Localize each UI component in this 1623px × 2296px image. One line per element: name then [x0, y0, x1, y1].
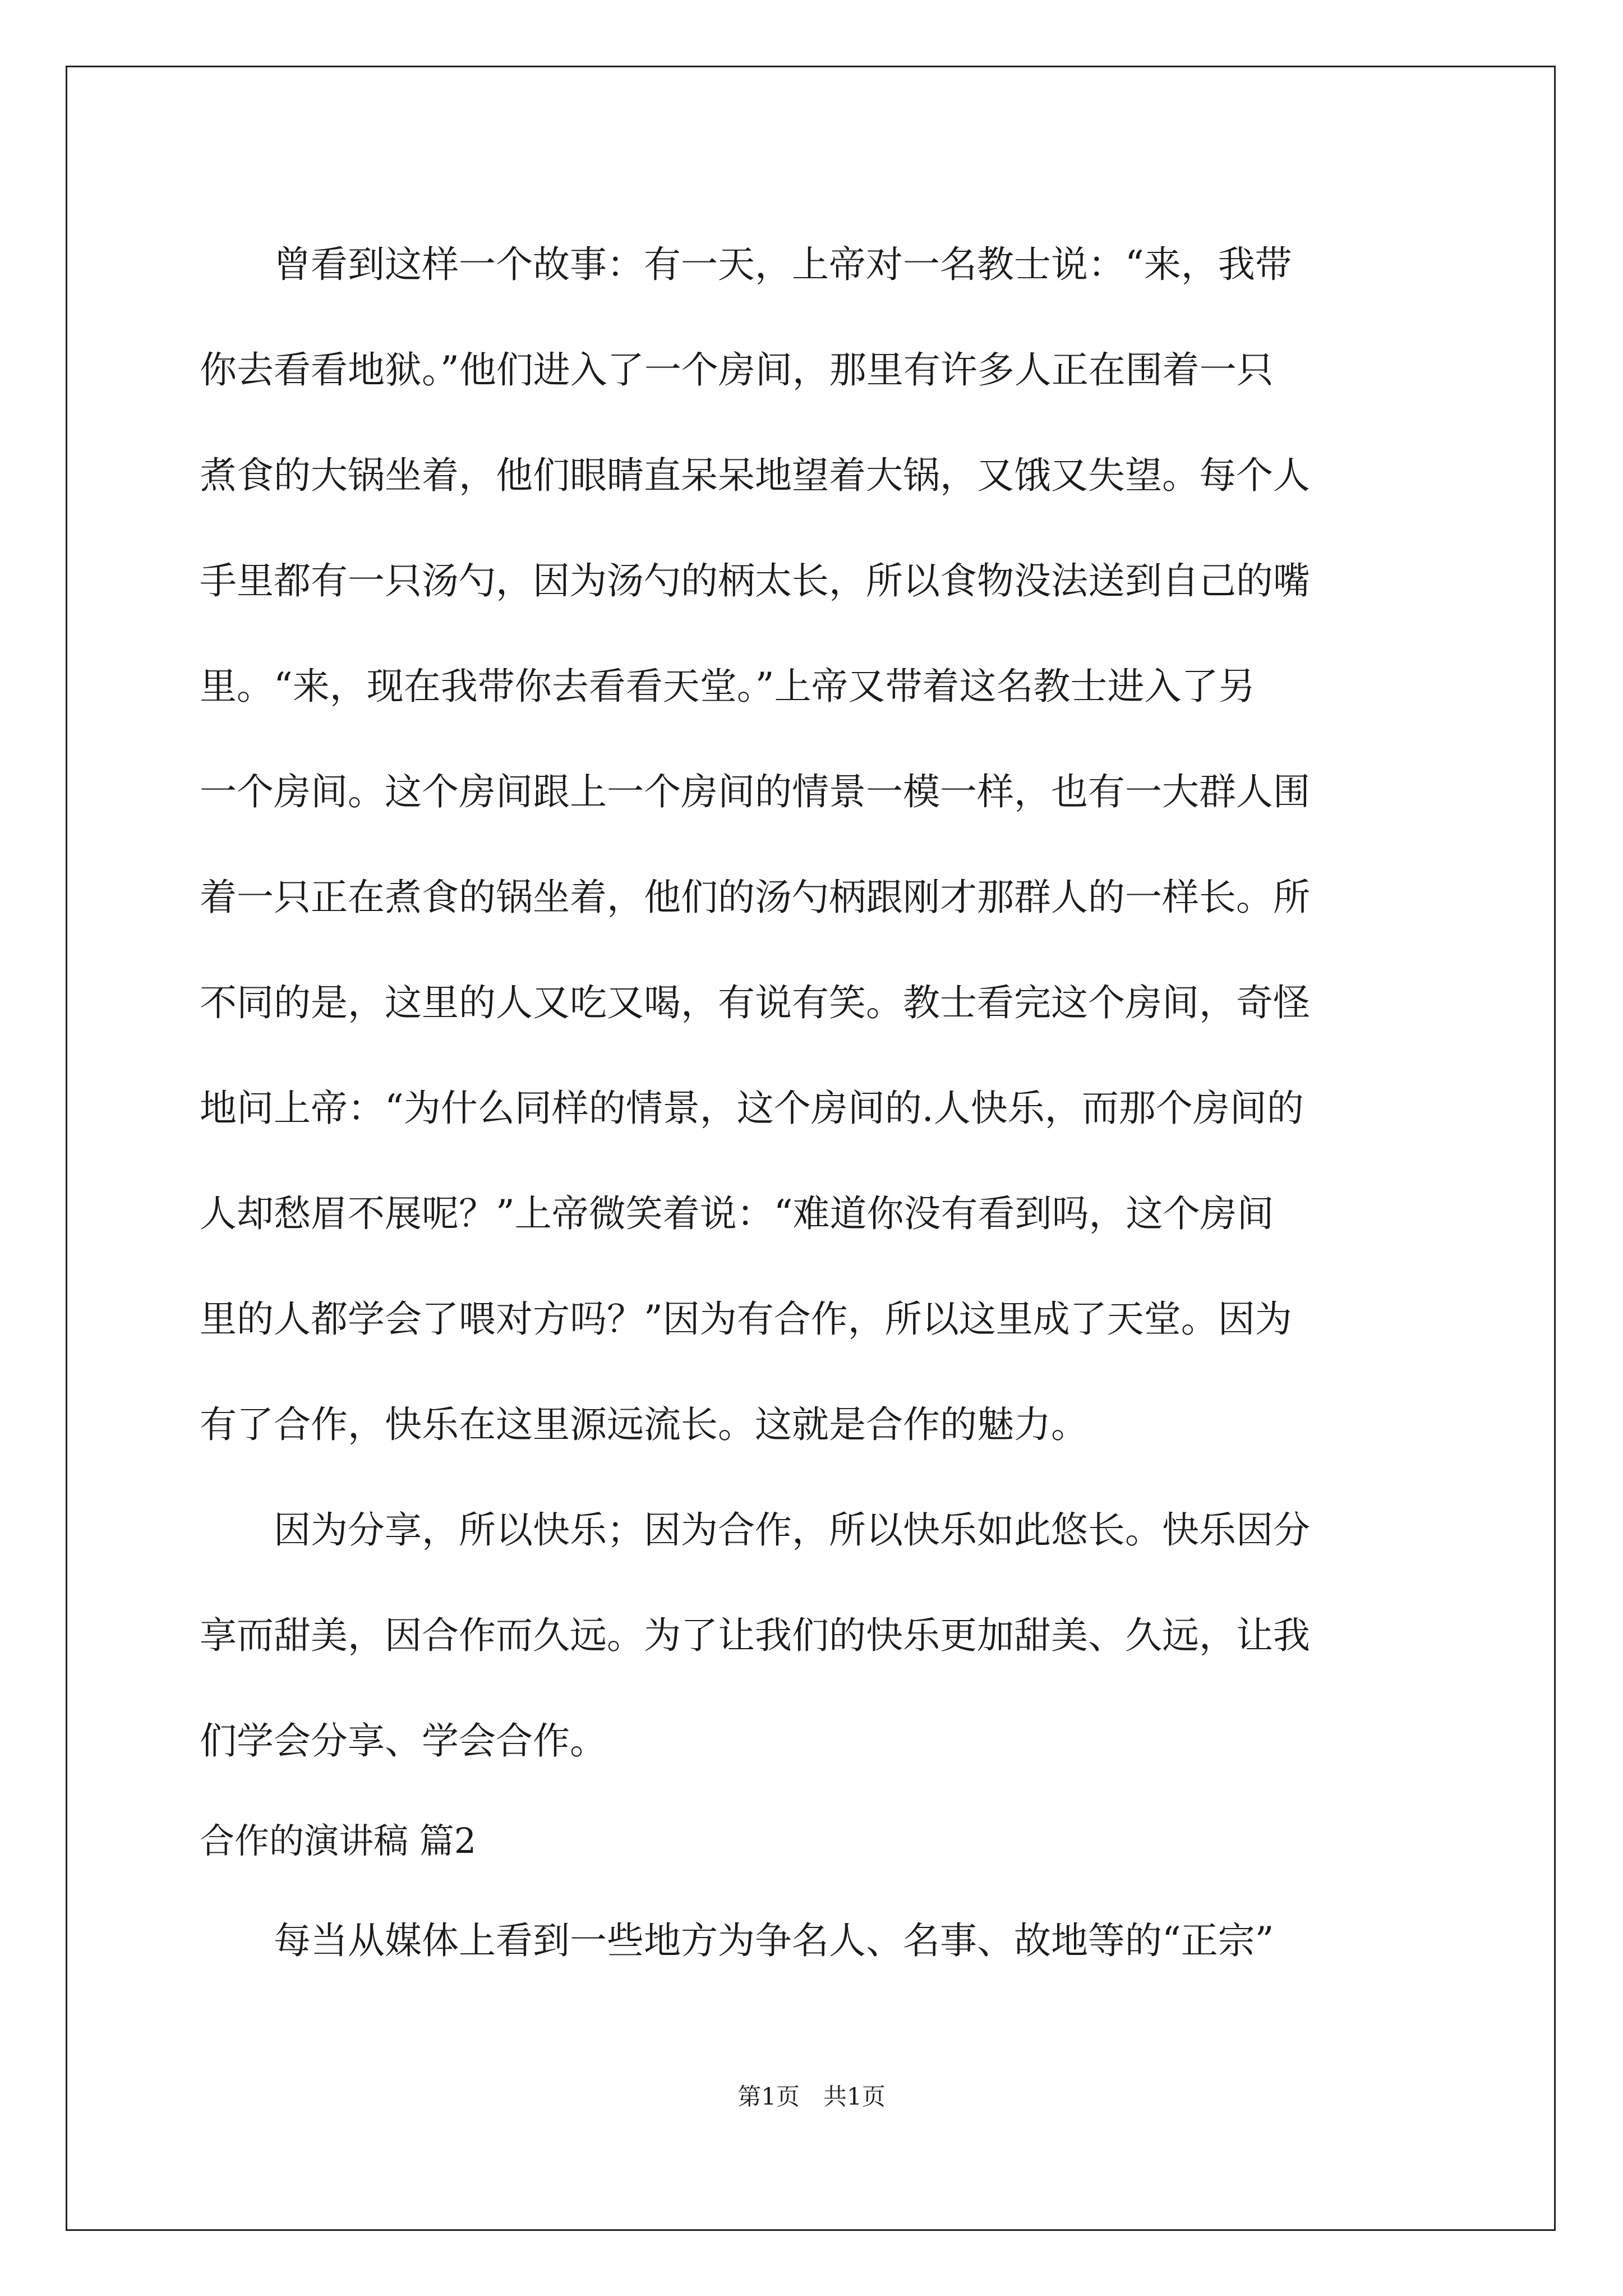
- text-line: 一个房间。这个房间跟上一个房间的情景一模一样，也有一大群人围: [200, 770, 1310, 813]
- text-line: 曾看到这样一个故事：有一天，上帝对一名教士说：“来，我带: [200, 243, 1292, 286]
- text-line: 煮食的大锅坐着，他们眼睛直呆呆地望着大锅，又饿又失望。每个人: [200, 454, 1310, 497]
- page-number: 第1页 共1页: [737, 2083, 886, 2110]
- text-line: 人却愁眉不展呢？”上帝微笑着说：“难道你没有看到吗，这个房间: [200, 1192, 1274, 1235]
- paragraph: [200, 1888, 1422, 1994]
- text-line: 着一只正在煮食的锅坐着，他们的汤勺柄跟刚才那群人的一样长。所: [200, 876, 1310, 919]
- text-line: 因为分享，所以快乐；因为合作，所以快乐如此悠长。快乐因分: [200, 1508, 1310, 1552]
- text-line: 有了合作，快乐在这里源远流长。这就是合作的魅力。: [200, 1403, 1088, 1446]
- text-line: 们学会分享、学会合作。: [200, 1719, 607, 1763]
- text-line: 里的人都学会了喂对方吗？”因为有合作，所以这里成了天堂。因为: [200, 1297, 1292, 1341]
- section-heading: 合作的演讲稿 篇2: [200, 1820, 477, 1861]
- document-body: [200, 212, 1422, 1994]
- text-line: 地问上帝：“为什么同样的情景，这个房间的.人快乐，而那个房间的: [200, 1087, 1304, 1130]
- paragraph: [200, 212, 1422, 1478]
- text-line: 手里都有一只汤勺，因为汤勺的柄太长，所以食物没法送到自己的嘴: [200, 559, 1310, 602]
- text-line: 享而甜美，因合作而久远。为了让我们的快乐更加甜美、久远，让我: [200, 1614, 1310, 1657]
- text-line: 不同的是，这里的人又吃又喝，有说有笑。教士看完这个房间，奇怪: [200, 981, 1310, 1024]
- text-line: 里。“来，现在我带你去看看天堂。”上帝又带着这名教士进入了另: [200, 665, 1256, 708]
- paragraph: [200, 1478, 1422, 1794]
- text-line: 每当从媒体上看到一些地方为争名人、名事、故地等的“正宗”: [200, 1919, 1274, 1962]
- text-line: 你去看看地狱。”他们进入了一个房间，那里有许多人正在围着一只: [200, 348, 1274, 392]
